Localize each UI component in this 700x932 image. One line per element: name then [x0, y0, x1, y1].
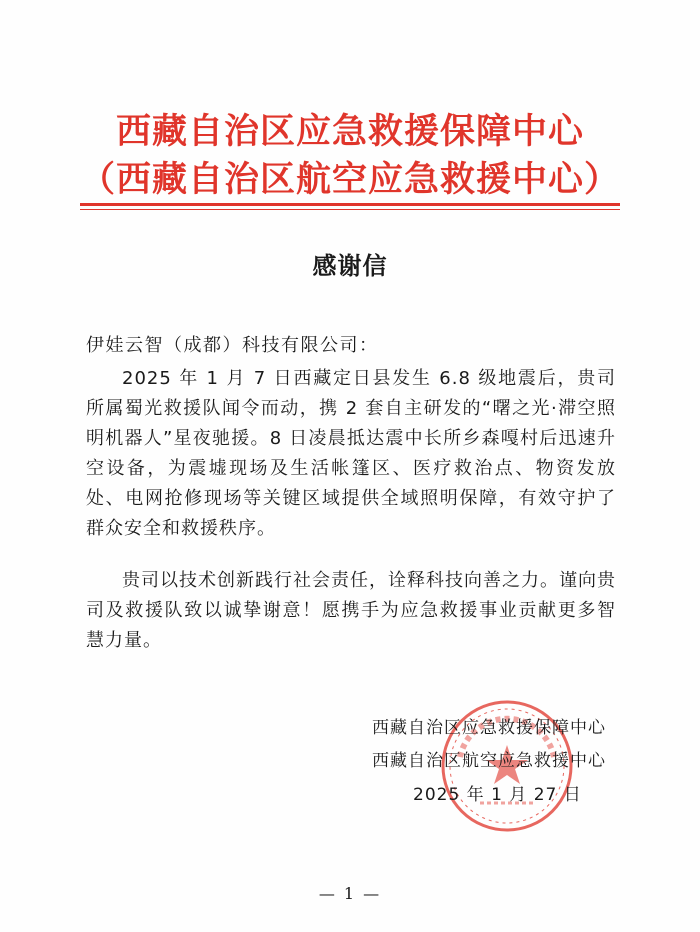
letterhead-title-line2: （西藏自治区航空应急救援中心） [79, 159, 620, 200]
page-number: — 1 — [318, 884, 382, 903]
signature-org-2: 西藏自治区航空应急救援中心 [372, 751, 606, 771]
signature-org-1: 西藏自治区应急救援保障中心 [372, 718, 606, 738]
signature-date: 2025 年 1 月 27 日 [413, 785, 582, 805]
body-paragraph: 贵司以技术创新践行社会责任，诠释科技向善之力。谨向贵司及救援队致以诚挚谢意！愿携手为应急救援事业贡献更多智慧力量。 [86, 570, 616, 651]
letterhead-title-line1: 西藏自治区应急救援保障中心 [115, 111, 584, 152]
letterhead-rule-thin [80, 209, 620, 210]
letterhead-rule-thick [80, 203, 620, 206]
body-paragraph: 2025 年 1 月 7 日西藏定日县发生 6.8 级地震后，贵司所属蜀光救援队闻令而动，携 2 套自主研发的“曙之光·滞空照明机器人”星夜驰援。8 日凌晨抵达震中长所乡森嘎村后迅速升空设备，为震墟现场及生活帐篷区、医疗救治点、物资发放处、电网抢修现场等关键区域提供全域照明保障，有效守护了群众安全和救援秩序。 [86, 368, 616, 539]
salutation: 伊娃云智（成都）科技有限公司： [86, 335, 379, 356]
letter-title: 感谢信 [312, 251, 388, 280]
